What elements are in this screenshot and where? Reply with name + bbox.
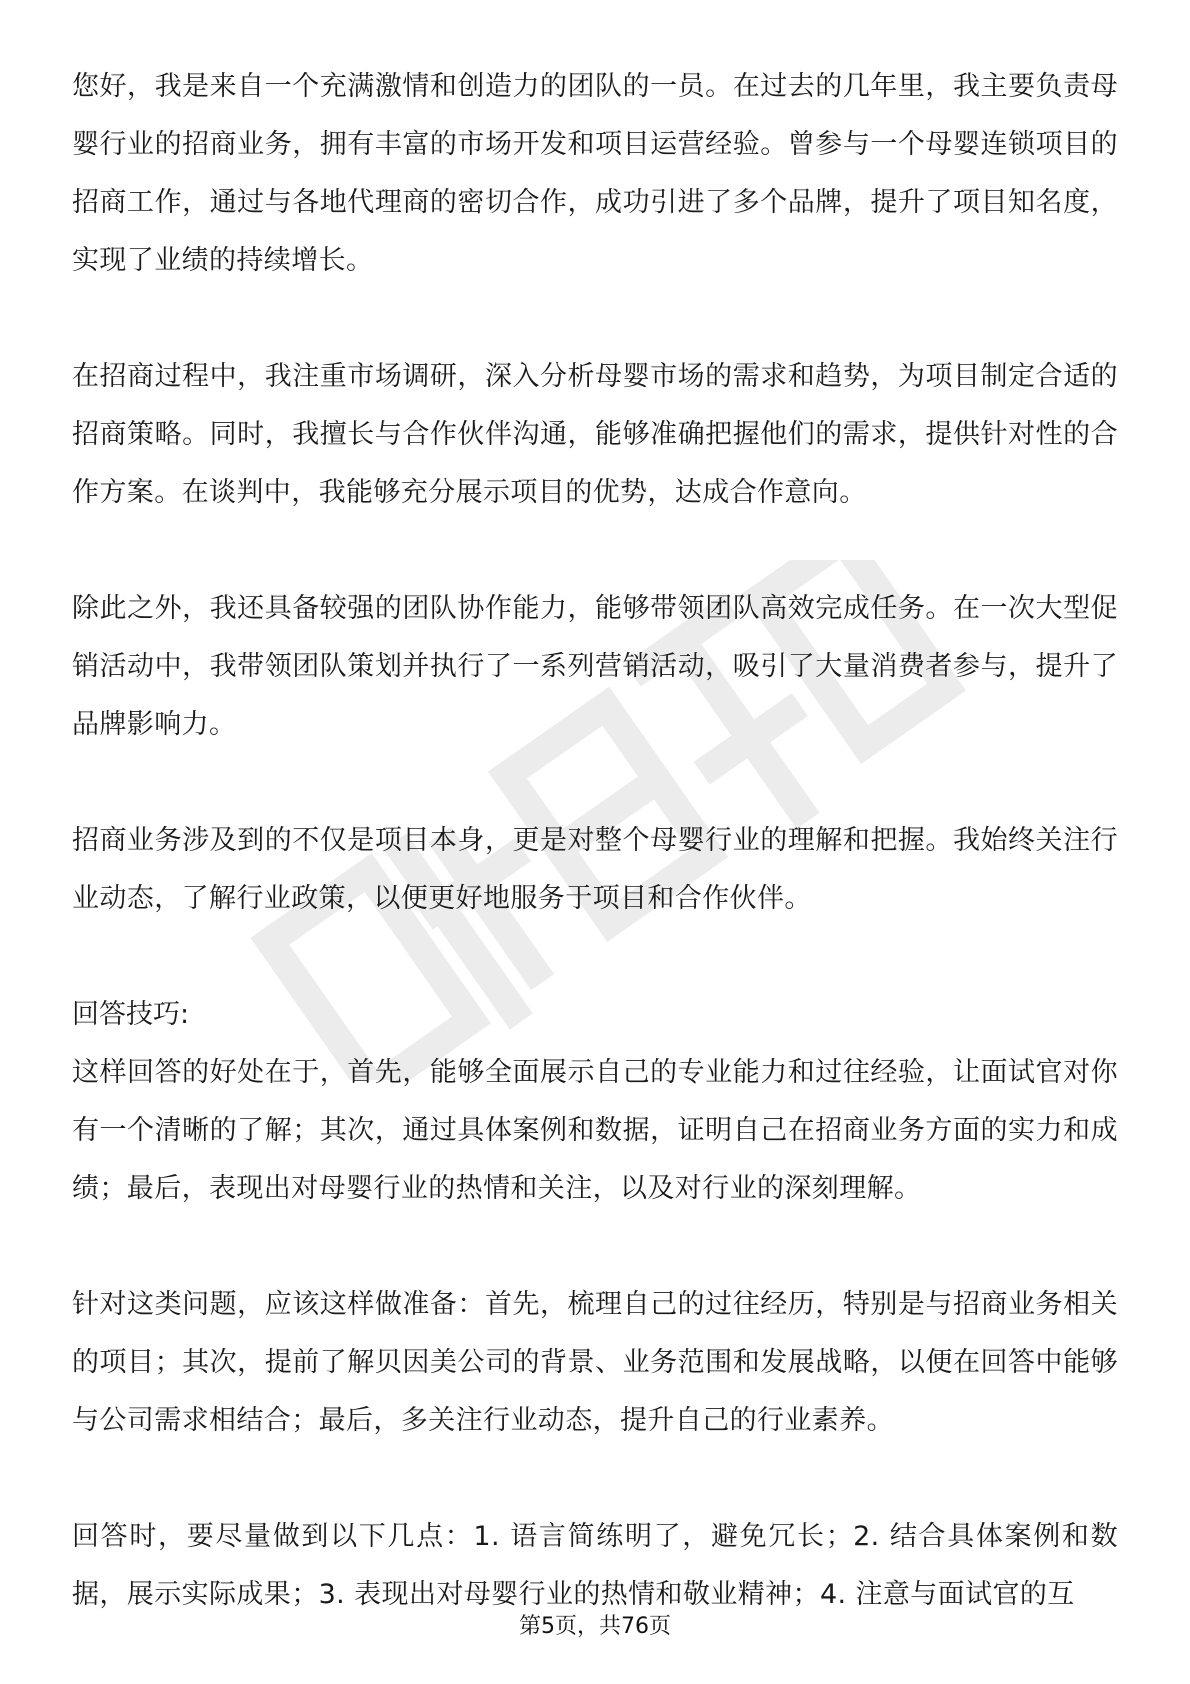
paragraph-strategy: 在招商过程中，我注重市场调研，深入分析母婴市场的需求和趋势，为项目制定合适的招商策略。同时，我擅长与合作伙伴沟通，能够准确把握他们的需求，提供针对性的合作方案。在谈判中，我能够充分展示项目的优势，达成合作意向。: [72, 361, 1118, 508]
paragraph-gap: [72, 1450, 1118, 1508]
document-body: [72, 58, 1118, 1624]
paragraph-teamwork: 除此之外，我还具备较强的团队协作能力，能够带领团队高效完成任务。在一次大型促销活动中，我带领团队策划并执行了一系列营销活动，吸引了大量消费者参与，提升了品牌影响力。: [72, 593, 1118, 740]
tips-heading: 回答技巧:: [72, 999, 190, 1030]
paragraph-preparation: 针对这类问题，应该这样做准备：首先，梳理自己的过往经历，特别是与招商业务相关的项目；其次，提前了解贝因美公司的背景、业务范围和发展战略，以便在回答中能够与公司需求相结合；最后，多关注行业动态，提升自己的行业素养。: [72, 1289, 1118, 1436]
paragraph-intro: 您好，我是来自一个充满激情和创造力的团队的一员。在过去的几年里，我主要负责母婴行业的招商业务，拥有丰富的市场开发和项目运营经验。曾参与一个母婴连锁项目的招商工作，通过与各地代理商的密切合作，成功引进了多个品牌，提升了项目知名度，实现了业绩的持续增长。: [72, 71, 1118, 276]
tips-body: 这样回答的好处在于，首先，能够全面展示自己的专业能力和过往经验，让面试官对你有一个清晰的了解；其次，通过具体案例和数据，证明自己在招商业务方面的实力和成绩；最后，表现出对母婴行业的热情和关注，以及对行业的深刻理解。: [72, 1057, 1118, 1204]
paragraph-industry: 招商业务涉及到的不仅是项目本身，更是对整个母婴行业的理解和把握。我始终关注行业动态，了解行业政策，以便更好地服务于项目和合作伙伴。: [72, 825, 1118, 914]
paragraph-gap: [72, 522, 1118, 580]
paragraph-gap: [72, 290, 1118, 348]
paragraph-gap: [72, 1218, 1118, 1276]
paragraph-points: 回答时，要尽量做到以下几点：1. 语言简练明了，避免冗长；2. 结合具体案例和数据，展示实际成果；3. 表现出对母婴行业的热情和敬业精神；4. 注意与面试官的互: [72, 1521, 1118, 1610]
paragraph-gap: [72, 754, 1118, 812]
paragraph-gap: [72, 928, 1118, 986]
page-number: 第5页，共76页: [519, 1614, 671, 1639]
